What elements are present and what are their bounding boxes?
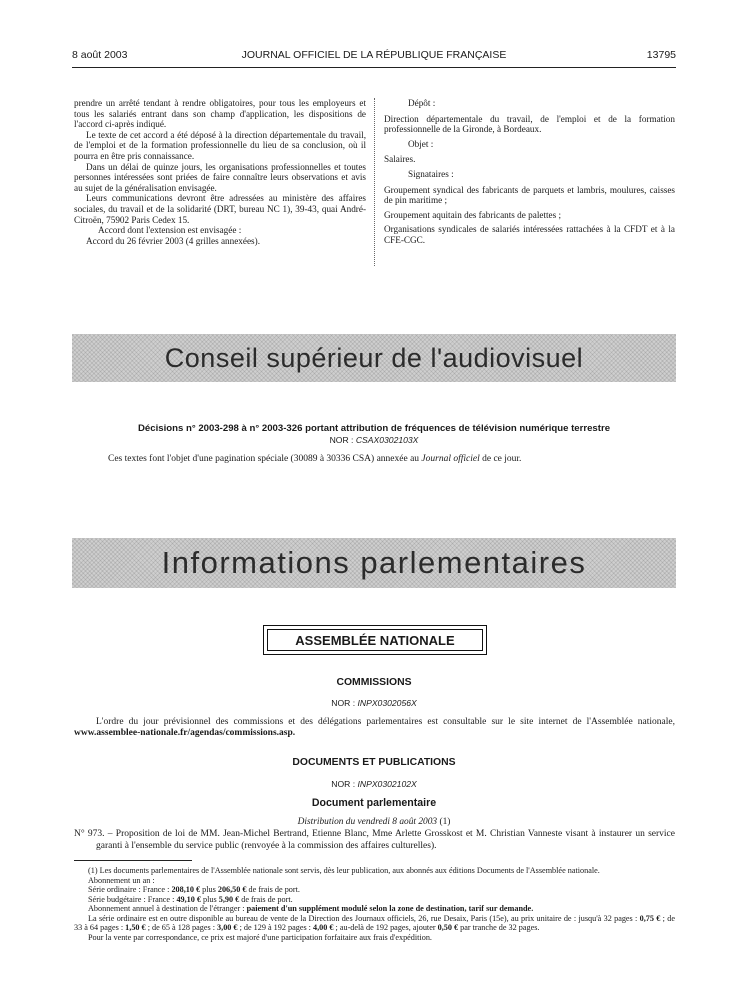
signataire-item: Groupement aquitain des fabricants de palettes ; (384, 209, 562, 220)
informations-parlementaires-banner (72, 538, 676, 588)
commissions-heading: COMMISSIONS (336, 677, 412, 688)
left-column (74, 98, 366, 246)
footnote: Série budgétaire : France : 49,10 € plus 5,90 € de frais de port. (88, 894, 293, 904)
assemblee-nationale-box (263, 625, 487, 655)
assemblee-nationale-label: ASSEMBLÉE NATIONALE (267, 629, 483, 651)
left-paragraph: Accord du 26 février 2003 (4 grilles annexées). (86, 235, 260, 246)
objet-text: Salaires. (384, 154, 416, 165)
commissions-nor (72, 698, 676, 708)
running-header (72, 49, 676, 63)
nor-code: INPX0302056X (357, 698, 417, 708)
commissions-url: www.assemblee-nationale.fr/agendas/commissions.asp. (74, 728, 296, 738)
objet-label: Objet : (408, 138, 434, 149)
document-item-text: N° 973. – Proposition de loi de MM. Jean-Michel Bertrand, Etienne Blanc, Mme Arlette Grosskost et M. Christian Vanneste visant à instaurer un service garanti à l'ensemble du service public (renvoyée à la commission des affaires culturelles). (74, 829, 675, 851)
nor-label: NOR : (329, 435, 354, 445)
signataire-item: Groupement syndical des fabricants de parquets et lambris, moulures, caisses de pin maritime ; (384, 184, 675, 206)
nor-label: NOR : (331, 698, 356, 708)
column-separator (374, 98, 375, 266)
decisions-text-part: Ces textes font l'objet d'une pagination spéciale (30089 à 30336 CSA) annexée au (108, 454, 422, 464)
documents-nor (72, 779, 676, 789)
footnote: Pour la vente par correspondance, ce prix est majoré d'une participation forfaitaire aux frais d'expédition. (88, 932, 432, 942)
nor-label: NOR : (331, 779, 356, 789)
commissions-text-part: L'ordre du jour prévisionnel des commissions et des délégations parlementaires est consultable sur le site internet de l'Assemblée nationale, (96, 717, 675, 727)
documents-heading: DOCUMENTS ET PUBLICATIONS (292, 757, 456, 768)
left-paragraph: Leurs communications devront être adressées au ministère des affaires sociales, du travail et de la solidarité (DRT, bureau NC 1), 39-43, quai André-Citroën, 75902 Paris Cedex 15. (74, 193, 366, 225)
right-column (384, 98, 675, 250)
document-parlementaire-heading: Document parlementaire (311, 797, 437, 809)
footnotes (74, 866, 675, 942)
footnote-rule (74, 860, 192, 861)
header-page-number: 13795 (646, 49, 676, 61)
decisions-text-part: de ce jour. (479, 454, 522, 464)
left-paragraph: Accord dont l'extension est envisagée : (98, 225, 242, 236)
footnote: (1) Les documents parlementaires de l'Assemblée nationale sont servis, dès leur publication, aux abonnés aux éditions Documents de l'Assemblée nationale. (88, 866, 600, 875)
distribution-date: Distribution du vendredi 8 août 2003 (297, 817, 438, 827)
depot-label: Dépôt : (408, 98, 436, 108)
distribution-line (72, 817, 676, 827)
footnote: Abonnement annuel à destination de l'étranger : paiement d'un supplément modulé selon la zone de destination, tarif sur demande. (88, 904, 534, 913)
signataire-item: Organisations syndicales de salariés intéressées rattachées à la CFDT et à la CFE-CGC. (384, 224, 675, 245)
nor-code: CSAX0302103X (355, 435, 419, 445)
left-paragraph: prendre un arrêté tendant à rendre obligatoires, pour tous les employeurs et tous les salariés entrant dans son champ d'application, les dispositions de l'accord ci-après indiqué. (74, 98, 366, 130)
decisions-text (108, 454, 676, 464)
header-date: 8 août 2003 (72, 49, 128, 61)
header-journal-title: JOURNAL OFFICIEL DE LA RÉPUBLIQUE FRANÇAISE (241, 49, 507, 61)
document-item (74, 829, 675, 852)
footnote-ref: (1) (439, 817, 451, 827)
commissions-text (74, 717, 675, 739)
left-paragraph: Dans un délai de quinze jours, les organisations professionnelles et toutes personnes intéressées sont priées de faire connaître leurs observations et avis au sujet de la généralisation envisagée. (74, 161, 366, 193)
footnote: La série ordinaire est en outre disponible au bureau de vente de la Direction des Journaux officiels, 26, rue Desaix, Paris (15e), au prix unitaire de : jusqu'à 32 pages : 0,75 € ; de 33 à 64 pages : 1,50 € ; de 65 à 128 pages : 3,00 € ; de 129 à 192 pages : 4,00 € ; au-delà de 192 pages, ajouter 0,50 € par tranche de 32 pages. (74, 913, 675, 932)
header-rule (72, 67, 676, 68)
footnote: Abonnement un an : (88, 875, 155, 885)
footnote: Série ordinaire : France : 208,10 € plus 206,50 € de frais de port. (88, 885, 300, 894)
csa-banner (72, 334, 676, 382)
nor-code: INPX0302102X (357, 779, 417, 789)
csa-banner-title: Conseil supérieur de l'audiovisuel (164, 342, 584, 373)
depot-text: Direction départementale du travail, de l'emploi et de la formation professionnelle de la Gironde, à Bordeaux. (384, 113, 675, 135)
signataires-label: Signataires : (408, 168, 454, 179)
left-paragraph: Le texte de cet accord a été déposé à la direction départementale du travail, de l'emploi et de la formation professionnelle du lieu de sa conclusion, où il pourra en être pris connaissance. (74, 129, 366, 161)
journal-officiel-italic: Journal officiel (421, 454, 480, 464)
decisions-title: Décisions n° 2003-298 à n° 2003-326 portant attribution de fréquences de télévision numérique terrestre (137, 423, 611, 434)
informations-banner-title: Informations parlementaires (161, 545, 587, 580)
decisions-nor (72, 435, 676, 445)
